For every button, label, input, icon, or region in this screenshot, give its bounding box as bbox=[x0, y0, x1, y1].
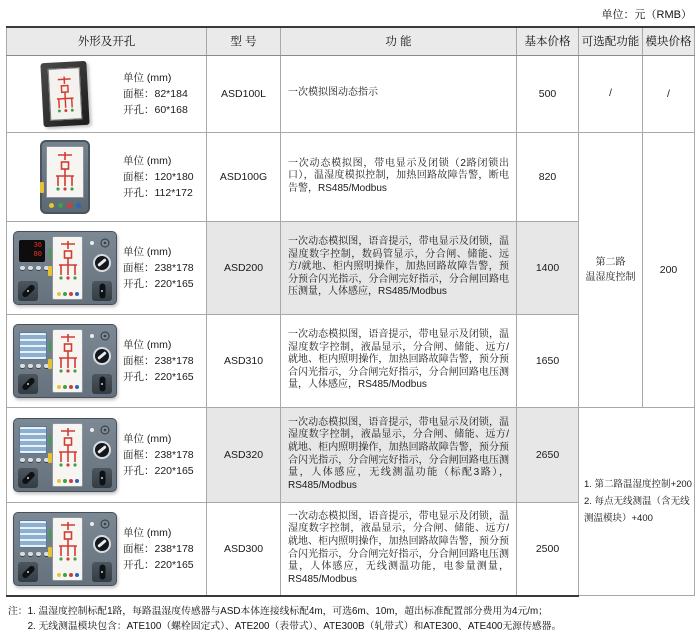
dims-unit: 单位 (mm) bbox=[123, 154, 172, 167]
notes-block bbox=[8, 604, 694, 634]
spec-cell bbox=[7, 314, 207, 407]
button-row bbox=[20, 552, 49, 556]
dims-frame: 面框：82*184 bbox=[123, 87, 188, 100]
indicator-dots bbox=[57, 292, 79, 296]
rotary-switch-left-icon bbox=[18, 281, 38, 301]
dims-frame: 面框：120*180 bbox=[123, 170, 194, 183]
spec-cell bbox=[7, 221, 207, 314]
function-cell: 一次模拟图动态指示 bbox=[281, 55, 517, 132]
green-led-icon bbox=[49, 341, 51, 352]
rotary-switch-right-icon bbox=[92, 562, 112, 582]
yellow-tag-icon bbox=[48, 266, 52, 276]
function-cell: 一次动态模拟图，语音提示，带电显示及闭锁，温湿度数字控制，液晶显示，分合闸、储能、远方/就地、柜内照明操作，加热回路故障告警，预分预合闪光指示，分合闸完好指示，分合闸回路电压测量，人体感应，RS485/Modbus bbox=[281, 314, 517, 407]
model-cell: ASD300 bbox=[207, 502, 281, 596]
device-photo-asd100g-icon bbox=[40, 140, 90, 214]
lcd-display bbox=[19, 332, 47, 360]
dimensions-text bbox=[123, 244, 194, 292]
sensor-dot-icon bbox=[90, 428, 94, 432]
note-line-1: 1. 温湿度控制标配1路，每路温湿度传感器与ASD本体连接线标配4m，可选6m、10m，超出标准配置部分费用为4元/m； bbox=[27, 605, 548, 617]
col-header-optional: 可选配功能 bbox=[579, 27, 643, 55]
spec-cell bbox=[7, 55, 207, 132]
optional-combined-cell bbox=[579, 407, 695, 596]
rotary-switch-left-icon bbox=[18, 468, 38, 488]
rotary-switch-left-icon bbox=[18, 562, 38, 582]
sensor-dot-icon bbox=[90, 334, 94, 338]
indicator-dots bbox=[57, 385, 79, 389]
indicator-dots bbox=[57, 573, 79, 577]
button-row bbox=[20, 458, 49, 462]
table-row-asd320 bbox=[7, 407, 695, 502]
control-knob-icon bbox=[93, 535, 111, 553]
button-row bbox=[20, 266, 49, 270]
yellow-tag-icon bbox=[48, 547, 52, 557]
sensor-dot-icon bbox=[90, 522, 94, 526]
optional-cell: / bbox=[579, 55, 643, 132]
dimensions-text bbox=[123, 70, 188, 118]
yellow-tag-icon bbox=[40, 182, 44, 193]
dimensions-text bbox=[123, 431, 194, 479]
model-cell: ASD310 bbox=[207, 314, 281, 407]
device-photo-asd300-icon bbox=[13, 512, 117, 586]
green-led-icon bbox=[49, 529, 51, 540]
control-knob-icon bbox=[93, 254, 111, 272]
function-cell: 一次动态模拟图，语音提示，带电显示及闭锁，温湿度数字控制，数码管显示，分合闸、储能、远方/就地、柜内照明操作，加热回路故障告警，预分预合闪光指示，分合闸完好指示，分合闸回路电压测量，人体感应，RS485/Modbus bbox=[281, 221, 517, 314]
control-knob-icon bbox=[93, 441, 111, 459]
dims-frame: 面框：238*178 bbox=[123, 261, 194, 274]
module-price-cell: / bbox=[643, 55, 695, 132]
base-price-cell: 1400 bbox=[517, 221, 579, 314]
base-price-cell: 500 bbox=[517, 55, 579, 132]
col-header-base-price: 基本价格 bbox=[517, 27, 579, 55]
speaker-icon bbox=[100, 519, 110, 529]
lcd-display bbox=[19, 426, 47, 454]
speaker-icon bbox=[100, 238, 110, 248]
dims-cutout: 开孔：220*165 bbox=[123, 558, 194, 571]
spec-cell bbox=[7, 407, 207, 502]
lcd-display bbox=[19, 520, 47, 548]
optional-line-2: 2. 每点无线测温（含无线测温模块）+400 bbox=[584, 495, 690, 524]
model-cell: ASD100L bbox=[207, 55, 281, 132]
dims-cutout: 开孔：220*165 bbox=[123, 277, 194, 290]
module-price-merged-cell: 200 bbox=[643, 132, 695, 407]
dims-frame: 面框：238*178 bbox=[123, 542, 194, 555]
col-header-model: 型 号 bbox=[207, 27, 281, 55]
spec-cell bbox=[7, 132, 207, 221]
dims-cutout: 开孔：220*165 bbox=[123, 370, 194, 383]
base-price-cell: 820 bbox=[517, 132, 579, 221]
model-cell: ASD320 bbox=[207, 407, 281, 502]
yellow-tag-icon bbox=[48, 359, 52, 369]
model-cell: ASD200 bbox=[207, 221, 281, 314]
col-header-appearance: 外形及开孔 bbox=[7, 27, 207, 55]
optional-line-1: 1. 第二路温湿度控制+200 bbox=[584, 478, 692, 490]
function-cell: 一次动态模拟图，语音提示，带电显示及闭锁，温湿度数字控制，液晶显示，分合闸、储能、远方/就地、柜内照明操作，加热回路故障告警，预分预合闪光指示，分合闸完好指示，分合闸回路电压测量，人体感应，无线测温功能，电参量测量，RS485/Modbus bbox=[281, 502, 517, 596]
table-row-asd100l bbox=[7, 55, 695, 132]
dims-unit: 单位 (mm) bbox=[123, 526, 172, 539]
dims-frame: 面框：238*178 bbox=[123, 354, 194, 367]
dims-unit: 单位 (mm) bbox=[123, 432, 172, 445]
speaker-icon bbox=[100, 425, 110, 435]
sensor-dot-icon bbox=[90, 241, 94, 245]
mimic-screen bbox=[46, 146, 84, 198]
indicator-dots bbox=[49, 203, 81, 208]
dims-frame: 面框：238*178 bbox=[123, 448, 194, 461]
price-table bbox=[6, 26, 695, 597]
spec-cell bbox=[7, 502, 207, 596]
mimic-screen bbox=[48, 67, 83, 121]
unit-label: 单位：元（RMB） bbox=[601, 9, 692, 21]
model-cell: ASD100G bbox=[207, 132, 281, 221]
header-row bbox=[7, 27, 695, 55]
col-header-function: 功 能 bbox=[281, 27, 517, 55]
note-prefix: 注： bbox=[8, 605, 28, 617]
control-knob-icon bbox=[93, 347, 111, 365]
base-price-cell: 2650 bbox=[517, 407, 579, 502]
device-photo-asd320-icon bbox=[13, 418, 117, 492]
dims-cutout: 开孔：60*168 bbox=[123, 103, 188, 116]
device-photo-asd310-icon bbox=[13, 324, 117, 398]
mimic-screen bbox=[52, 329, 83, 393]
mimic-screen bbox=[52, 517, 83, 581]
dims-unit: 单位 (mm) bbox=[123, 245, 172, 258]
mimic-screen bbox=[52, 236, 83, 300]
base-price-cell: 1650 bbox=[517, 314, 579, 407]
rotary-switch-left-icon bbox=[18, 374, 38, 394]
green-led-icon bbox=[49, 248, 51, 259]
speaker-icon bbox=[100, 331, 110, 341]
indicator-dots bbox=[57, 479, 79, 483]
dims-cutout: 开孔：112*172 bbox=[123, 186, 193, 199]
dimensions-text bbox=[123, 153, 194, 201]
dims-unit: 单位 (mm) bbox=[123, 338, 172, 351]
function-cell: 一次动态模拟图，语音提示，带电显示及闭锁，温湿度数字控制，液晶显示，分合闸、储能、远方/就地、柜内照明操作，加热回路故障告警，预分预合闪光指示，分合闸完好指示，分合闸回路电压测量，人体感应，无线测温功能（标配3路），RS485/Modbus bbox=[281, 407, 517, 502]
dimensions-text bbox=[123, 337, 194, 385]
led-display: 36 80 bbox=[19, 240, 45, 262]
yellow-tag-icon bbox=[48, 453, 52, 463]
mimic-screen bbox=[52, 423, 83, 487]
function-cell: 一次动态模拟图，带电显示及闭锁（2路闭锁出口），温湿度模拟控制，加热回路故障告警，断电告警，RS485/Modbus bbox=[281, 132, 517, 221]
device-photo-asd200-icon bbox=[13, 231, 117, 305]
col-header-module-price: 模块价格 bbox=[643, 27, 695, 55]
dims-cutout: 开孔：220*165 bbox=[123, 464, 194, 477]
button-row bbox=[20, 364, 49, 368]
optional-merged-cell: 第二路 温湿度控制 bbox=[579, 132, 643, 407]
rotary-switch-right-icon bbox=[92, 374, 112, 394]
green-led-icon bbox=[49, 435, 51, 446]
dims-unit: 单位 (mm) bbox=[123, 71, 172, 84]
base-price-cell: 2500 bbox=[517, 502, 579, 596]
rotary-switch-right-icon bbox=[92, 468, 112, 488]
rotary-switch-right-icon bbox=[92, 281, 112, 301]
table-row-asd100g bbox=[7, 132, 695, 221]
dimensions-text bbox=[123, 525, 194, 573]
note-line-2: 2. 无线测温模块包含：ATE100（螺栓固定式）、ATE200（表带式）、ATE300B（轧带式）和ATE300、ATE400无源传感器。 bbox=[27, 620, 562, 632]
device-photo-asd100l-icon bbox=[40, 60, 89, 126]
